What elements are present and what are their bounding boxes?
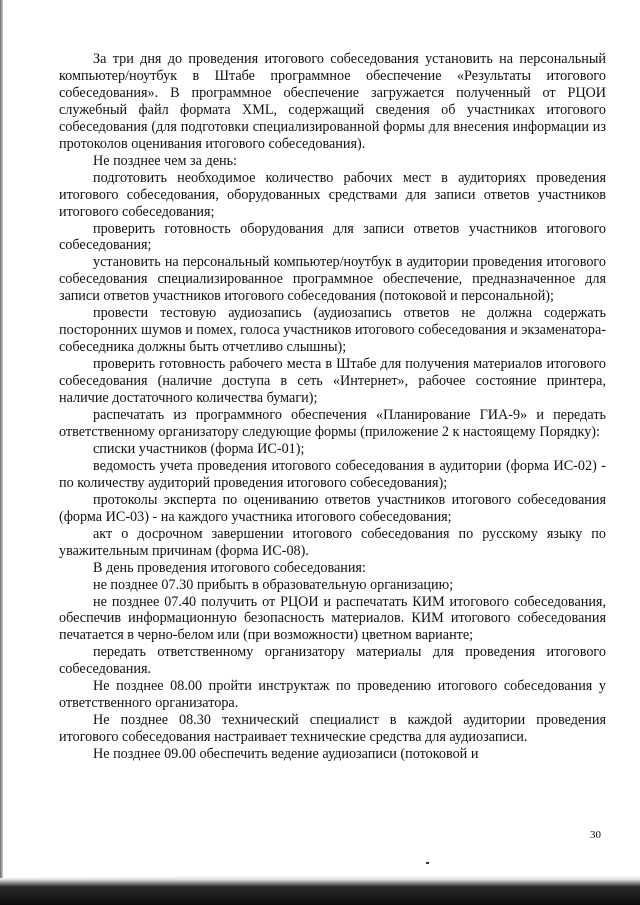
paragraph: передать ответственному организатору материалы для проведения итогового собеседования.: [59, 644, 606, 678]
paragraph: Не позднее 08.00 пройти инструктаж по проведению итогового собеседования у ответственного организатора.: [59, 678, 606, 712]
paragraph: акт о досрочном завершении итогового собеседования по русскому языку по уважительным причинам (форма ИС-08).: [59, 525, 606, 559]
scan-bottom-shadow: [0, 872, 640, 905]
paragraph: подготовить необходимое количество рабочих мест в аудиториях проведения итогового собеседования, оборудованных средствами для записи ответов участников итогового собеседования;: [59, 169, 606, 220]
paragraph: не позднее 07.30 прибыть в образовательную организацию;: [93, 576, 454, 593]
page-number: 30: [590, 829, 601, 841]
paragraph: За три дня до проведения итогового собеседования установить на персональный компьютер/ноутбук в Штабе программное обеспечение «Результаты итогового собеседования». В программное обеспечение загружается полученный от РЦОИ служебный файл формата XML, содержащий сведения об участниках итогового собеседования (для подготовки специализированной формы для внесения информации из протоколов оценивания итогового собеседования).: [59, 51, 606, 152]
paragraph: проверить готовность рабочего места в Штабе для получения материалов итогового собеседования (наличие доступа в сеть «Интернет», рабочее состояние принтера, наличие достаточного количества бумаги);: [59, 356, 606, 407]
document-body: [59, 51, 606, 763]
paragraph: не позднее 07.40 получить от РЦОИ и распечатать КИМ итогового собеседования, обеспечив информационную безопасность материалов. КИМ итогового собеседования печатается в черно-белом или (при возможности) цветном варианте;: [59, 593, 606, 644]
paragraph: установить на персональный компьютер/ноутбук в аудитории проведения итогового собеседования специализированное программное обеспечение, предназначенное для записи ответов участников итогового собеседования (потоковой и персональной);: [59, 254, 606, 305]
scan-speck: [426, 862, 429, 864]
paragraph: Не позднее 08.30 технический специалист в каждой аудитории проведения итогового собеседования настраивает технические средства для аудиозаписи.: [59, 712, 606, 746]
paragraph: протоколы эксперта по оцениванию ответов участников итогового собеседования (форма ИС-03) - на каждого участника итогового собеседования;: [59, 491, 606, 525]
paragraph: В день проведения итогового собеседования:: [93, 559, 366, 576]
paragraph: распечатать из программного обеспечения «Планирование ГИА-9» и передать ответственному организатору следующие формы (приложение 2 к настоящему Порядку):: [59, 407, 606, 440]
scan-left-edge: [0, 0, 3, 905]
paragraph: Не позднее чем за день:: [93, 152, 238, 169]
scan-shadow-band: [0, 872, 640, 905]
paragraph: ведомость учета проведения итогового собеседования в аудитории (форма ИС-02) - по количеству аудиторий проведения итогового собеседования);: [59, 457, 606, 491]
paragraph: провести тестовую аудиозапись (аудиозапись ответов не должна содержать посторонних шумов и помех, голоса участников итогового собеседования и экзаменатора-собеседника должны быть отчетливо слышны);: [59, 305, 606, 356]
paragraph: проверить готовность оборудования для записи ответов участников итогового собеседования;: [59, 220, 606, 254]
paragraph: списки участников (форма ИС-01);: [93, 440, 305, 457]
paragraph: Не позднее 09.00 обеспечить ведение аудиозаписи (потоковой и: [93, 746, 479, 763]
